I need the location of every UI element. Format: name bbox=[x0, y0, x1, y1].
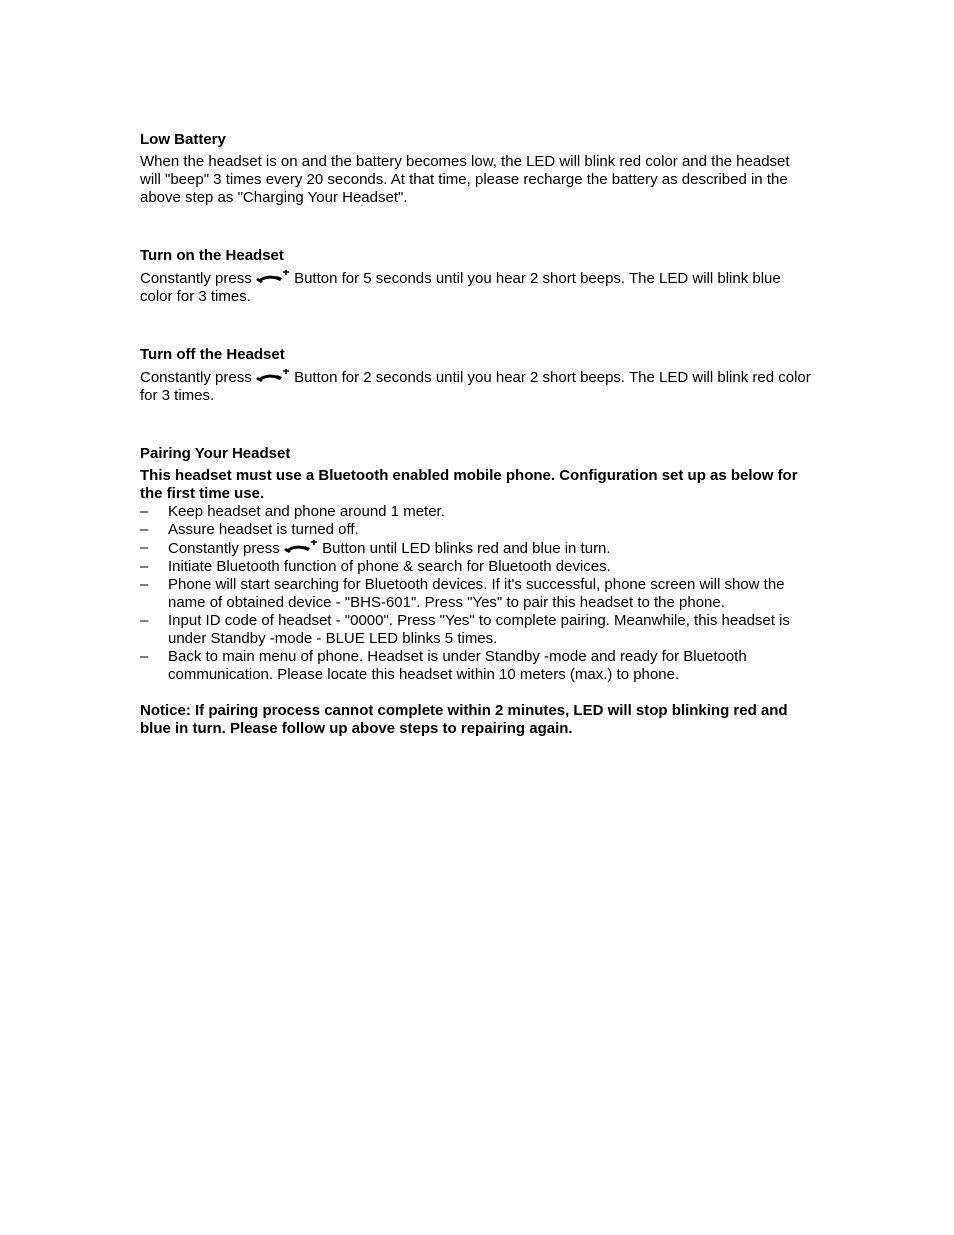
phone-plus-icon bbox=[284, 540, 318, 554]
section-pairing bbox=[140, 445, 812, 738]
section-low-battery bbox=[140, 131, 812, 207]
phone-plus-icon bbox=[256, 270, 290, 284]
turn-off-text-before: Constantly press bbox=[140, 369, 252, 386]
heading-turn-on: Turn on the Headset bbox=[140, 247, 284, 264]
section-turn-on bbox=[140, 247, 812, 306]
list-item: – Keep headset and phone around 1 meter. bbox=[140, 503, 445, 520]
turn-off-text-after: Button for 2 seconds until you hear 2 short beeps. The LED will blink red color for 3 times. bbox=[140, 369, 811, 404]
heading-turn-off: Turn off the Headset bbox=[140, 346, 285, 363]
list-item: – Back to main menu of phone. Headset is under Standby -mode and ready for Bluetooth communication. Please locate this headset within 10 meters (max.) to phone. bbox=[140, 648, 747, 683]
turn-on-text-after: Button for 5 seconds until you hear 2 short beeps. The LED will blink blue color for 3 times. bbox=[140, 270, 781, 305]
list-item: – Input ID code of headset - "0000". Press "Yes" to complete pairing. Meanwhile, this headset is under Standby -mode - BLUE LED blinks 5 times. bbox=[140, 612, 790, 647]
list-item: – Constantly press Button until LED blinks red and blue in turn. bbox=[140, 539, 611, 557]
pairing-intro: This headset must use a Bluetooth enabled mobile phone. Configuration set up as below for the first time use. bbox=[140, 467, 798, 502]
heading-low-battery: Low Battery bbox=[140, 131, 226, 148]
low-battery-text: When the headset is on and the battery becomes low, the LED will blink red color and the headset will "beep" 3 times every 20 seconds. At that time, please recharge the battery as described in the above step as "Charging Your Headset". bbox=[140, 153, 790, 206]
turn-off-text bbox=[140, 368, 812, 405]
list-item: – Phone will start searching for Bluetooth devices. If it's successful, phone screen will show the name of obtained device - "BHS-601". Press "Yes" to pair this headset to the phone. bbox=[140, 576, 785, 611]
heading-pairing: Pairing Your Headset bbox=[140, 445, 291, 462]
manual-page bbox=[140, 131, 812, 738]
turn-on-text bbox=[140, 269, 812, 306]
pairing-notice: Notice: If pairing process cannot complete within 2 minutes, LED will stop blinking red and blue in turn. Please follow up above steps to repairing again. bbox=[140, 702, 788, 737]
list-item: – Assure headset is turned off. bbox=[140, 521, 359, 538]
list-item: – Initiate Bluetooth function of phone & search for Bluetooth devices. bbox=[140, 558, 611, 575]
section-turn-off bbox=[140, 346, 812, 405]
phone-plus-icon bbox=[256, 369, 290, 383]
turn-on-text-before: Constantly press bbox=[140, 270, 252, 287]
pairing-steps bbox=[140, 503, 812, 684]
